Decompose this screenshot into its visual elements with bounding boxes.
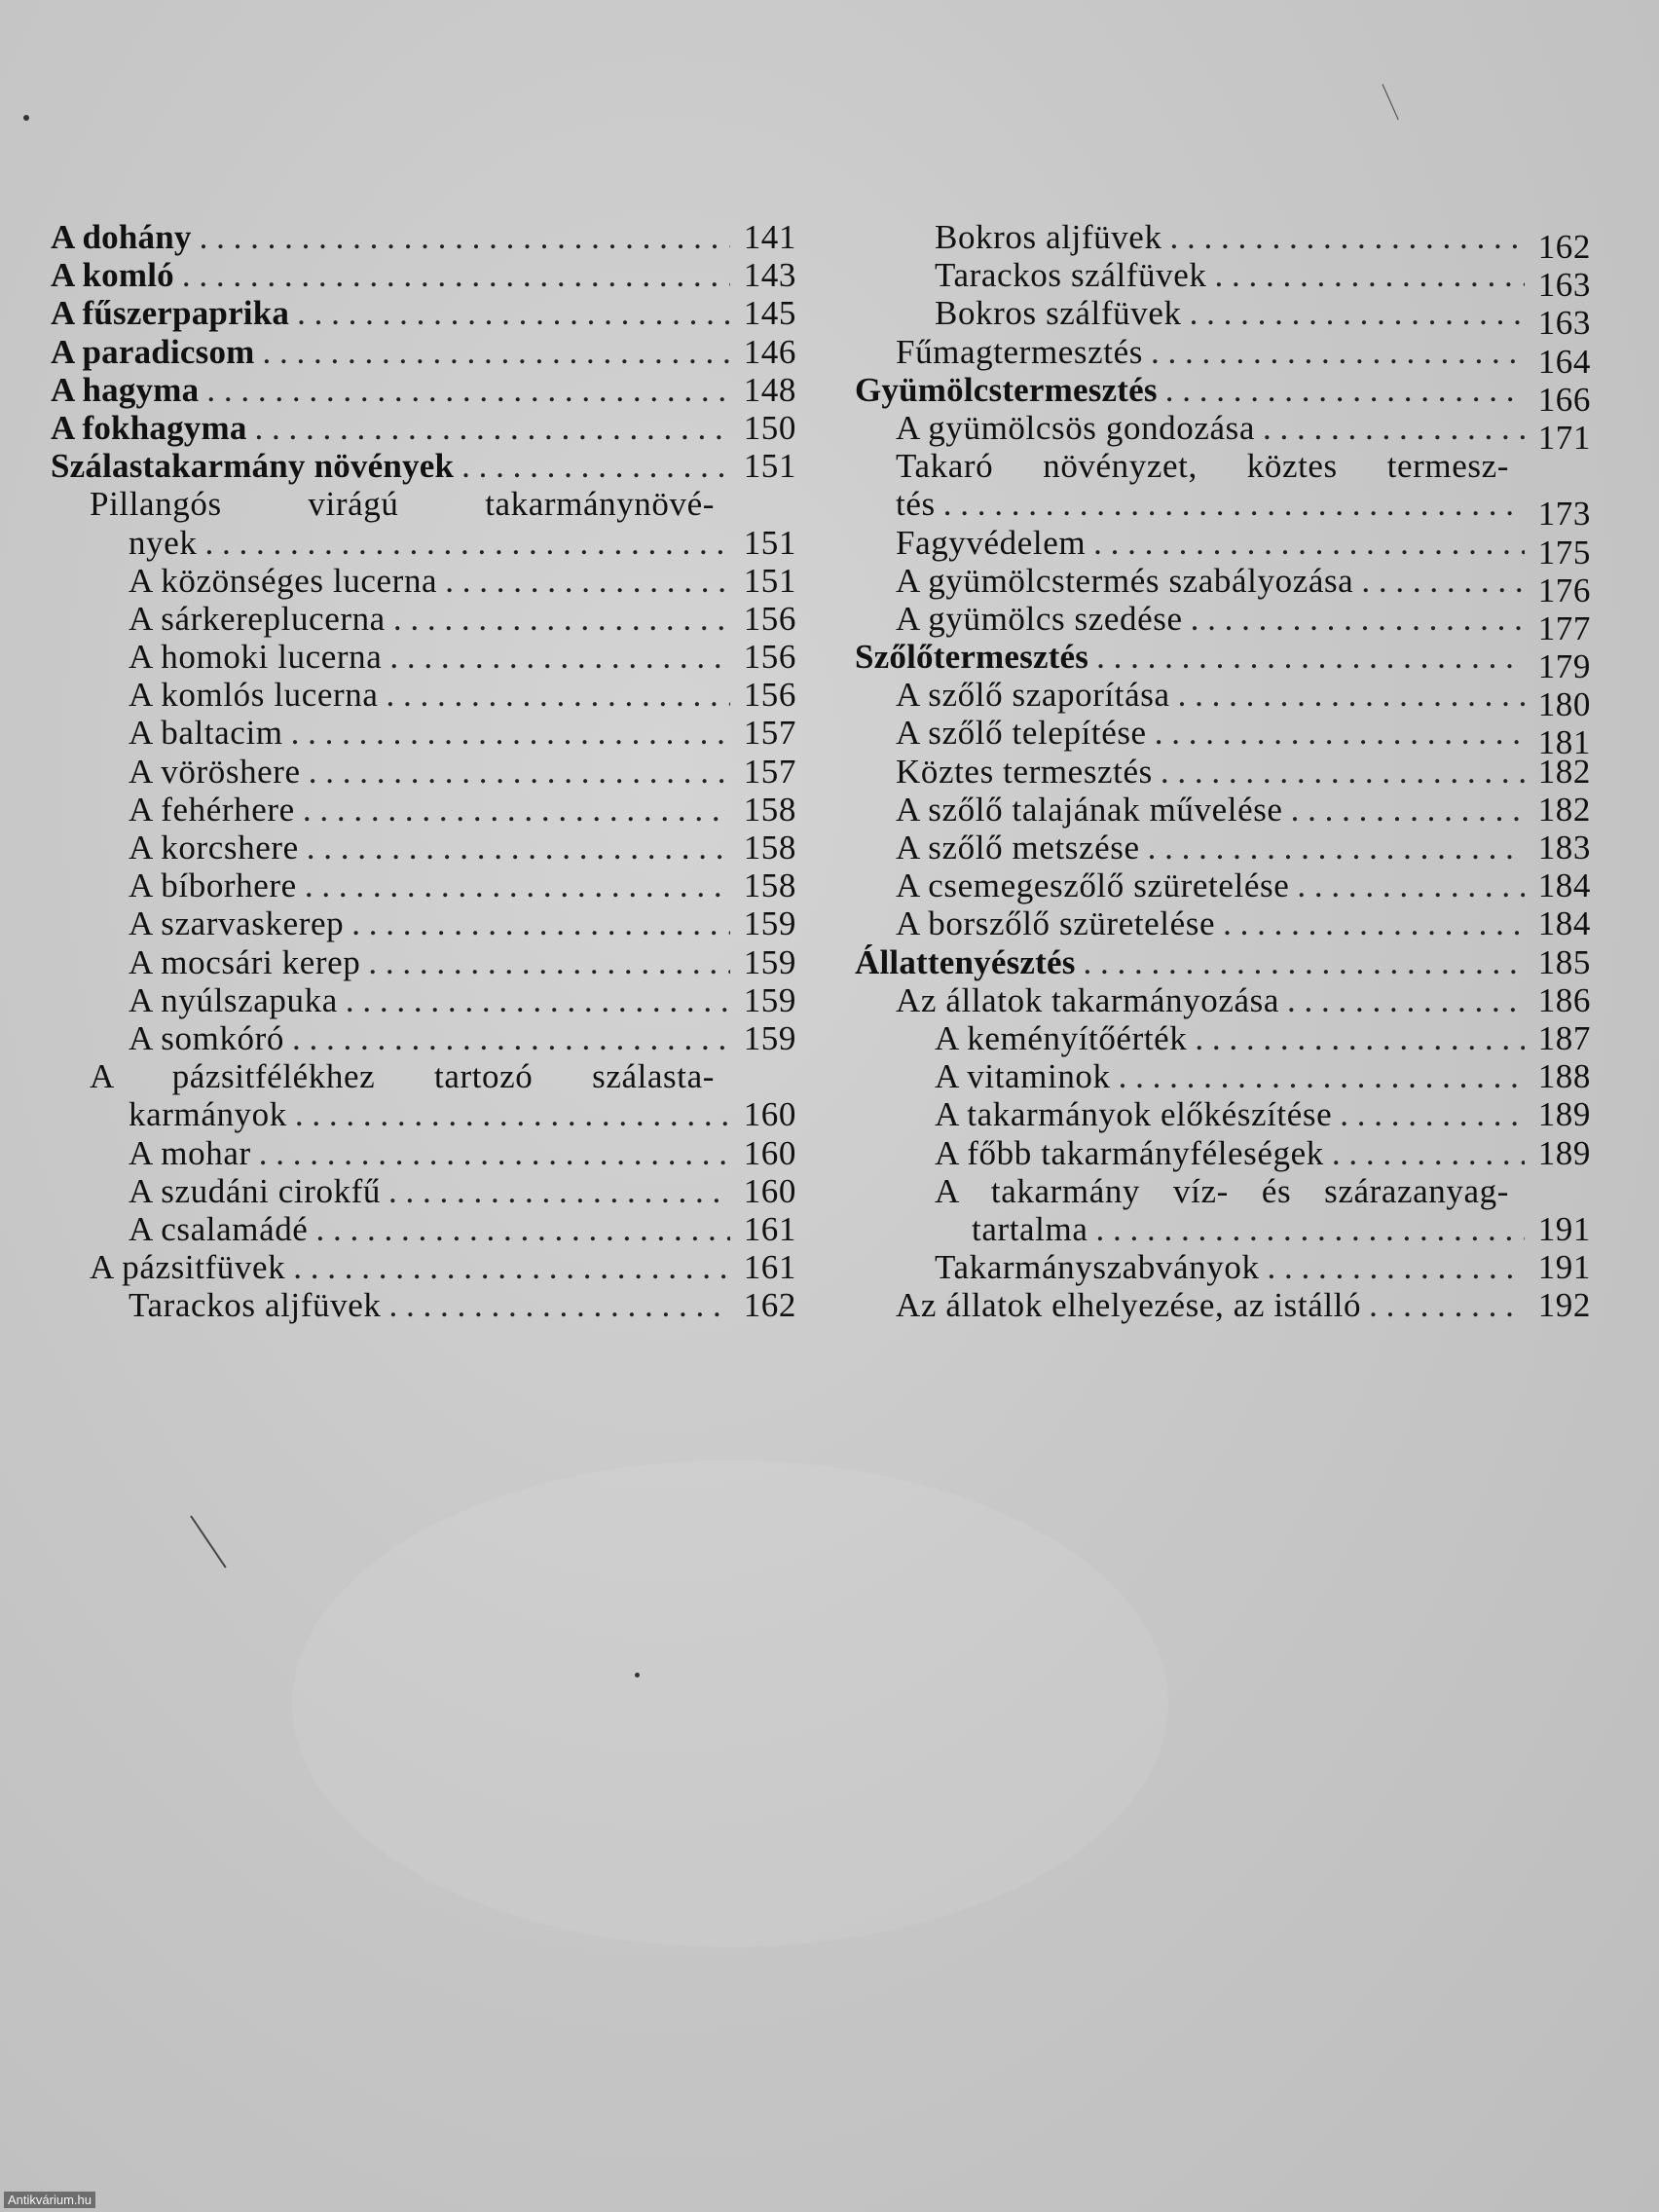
toc-entry-title: A mohar [129,1133,251,1172]
dot-leader [388,1286,730,1324]
dot-leader [1214,256,1525,294]
toc-entry-title: A hagyma [51,370,200,409]
toc-page-number: 182 [1537,752,1591,791]
toc-entry [51,714,796,752]
toc-page-number: 176 [1537,571,1591,609]
toc-page-number: 192 [1537,1286,1591,1325]
toc-page-number: 191 [1537,1209,1591,1248]
toc-entry [855,523,1591,571]
toc-entry [855,904,1591,942]
dot-leader [307,829,730,866]
toc-entry [855,561,1591,609]
toc-entry-title: A szarvaskerep [129,904,345,943]
toc-page-number: 158 [743,866,796,905]
toc-entry [51,866,796,904]
toc-entry [51,600,796,638]
toc-entry-title: A baltacim [129,714,283,753]
toc-entry-title: A korcshere [129,829,299,866]
toc-entry-title: A dohány [51,218,192,256]
toc-page-number: 161 [743,1248,796,1287]
dot-leader [1369,1286,1525,1324]
toc-page-number: 145 [743,294,796,333]
dot-leader [351,904,730,942]
toc-entry [51,791,796,829]
toc-entry-title: A gyümölcsös gondozása [896,408,1255,447]
toc-entry [51,904,796,942]
toc-page-number: 183 [1537,829,1591,866]
toc-entry-title: A keményítőérték [935,1018,1188,1057]
toc-left-column [51,218,796,1324]
toc-page-number: 185 [1537,942,1591,981]
toc-entry-title: A pázsitfüvek [90,1248,286,1287]
toc-entry [855,676,1591,724]
toc-page-number: 156 [743,599,796,638]
dot-leader [309,753,730,791]
dot-leader [1155,714,1525,752]
toc-entry [855,599,1591,647]
toc-page-number: 191 [1537,1248,1591,1287]
toc-entry [51,524,796,562]
toc-entry [855,1019,1591,1057]
toc-entry [855,1248,1591,1286]
dot-leader [1148,829,1525,866]
dot-leader [943,485,1525,523]
toc-page-number: 159 [743,904,796,943]
toc-entry-title: Köztes termesztés [896,752,1153,791]
dot-leader [305,866,730,904]
toc-page-number: 184 [1537,904,1591,943]
dot-leader [297,294,730,332]
toc-entry [51,333,796,371]
toc-entry [51,562,796,600]
toc-page-number: 162 [743,1286,796,1325]
toc-entry [855,408,1591,457]
toc-entry [855,1210,1591,1248]
dot-leader [1223,904,1525,942]
dot-leader [1287,981,1525,1019]
toc-entry [855,1134,1591,1172]
toc-entry [51,943,796,981]
dot-leader [389,638,730,676]
toc-entry-title: A vöröshere [129,752,301,791]
toc-entry [855,218,1591,266]
toc-page-number: 189 [1537,1133,1591,1172]
toc-entry-title: Tarackos aljfüvek [129,1286,382,1325]
toc-entry [855,1286,1591,1324]
dot-leader [387,676,731,714]
toc-page-number: 162 [1537,228,1591,266]
toc-entry [855,753,1591,791]
dot-leader [292,1019,730,1057]
dot-leader [346,981,730,1019]
toc-entry [855,714,1591,762]
toc-entry [855,943,1591,981]
dot-leader [1268,1248,1525,1286]
toc-entry-title: A borszőlő szüretelése [896,904,1216,943]
toc-entry-title: A fehérhere [129,790,295,829]
dot-leader [1297,866,1525,904]
toc-page-number: 173 [1537,495,1591,534]
toc-page-number: 151 [743,561,796,600]
toc-entry [855,447,1591,485]
dot-leader [368,943,730,981]
toc-entry [51,981,796,1019]
toc-entry-title: A fűszerpaprika [51,294,290,333]
dot-leader [1084,943,1525,981]
toc-entry-title: Szőlőtermesztés [855,638,1089,677]
toc-entry-title: Takaró növényzet, köztes termesz- [896,447,1509,486]
toc-entry [855,485,1591,534]
toc-page-number: 163 [1537,304,1591,343]
toc-entry [855,332,1591,381]
toc-entry-title: Bokros szálfüvek [935,294,1182,333]
toc-entry [855,1095,1591,1133]
toc-page-number: 159 [743,1018,796,1057]
toc-entry [51,256,796,294]
toc-entry-title: karmányok [129,1095,287,1134]
toc-page-number: 186 [1537,980,1591,1019]
toc-page-number: 160 [743,1095,796,1134]
toc-entry [51,1134,796,1172]
toc-page-number: 157 [743,752,796,791]
toc-page-number: 161 [743,1209,796,1248]
toc-page-number: 171 [1537,418,1591,457]
toc-page-number: 160 [743,1133,796,1172]
toc-entry [855,370,1591,419]
toc-page-number: 189 [1537,1095,1591,1134]
toc-page-number: 184 [1537,866,1591,905]
toc-page-number: 151 [743,523,796,562]
toc-entry-title: tartalma [972,1209,1088,1248]
dot-leader [1170,218,1525,256]
dust-speck [635,1673,640,1677]
toc-entry-title: A szőlő metszése [896,829,1140,866]
dot-leader [1190,294,1525,332]
watermark: Antikvárium.hu [4,2192,95,2208]
toc-entry-title: A komlós lucerna [129,676,379,715]
toc-entry-title: Az állatok elhelyezése, az istálló [896,1286,1362,1325]
toc-page-number: 175 [1537,533,1591,571]
dot-leader [1119,1057,1525,1095]
toc-page-number: 160 [743,1171,796,1210]
toc-entry [51,829,796,866]
toc-page-number: 188 [1537,1057,1591,1096]
paper-scratch [1382,84,1399,120]
dot-leader [1095,1210,1525,1248]
dot-leader [182,256,730,294]
toc-entry [51,409,796,447]
toc-entry-title: A takarmányok előkészítése [935,1095,1333,1134]
toc-entry [51,447,796,485]
dot-leader [1165,371,1525,409]
toc-page-number: 181 [1537,723,1591,762]
toc-entry [855,294,1591,343]
toc-entry [855,256,1591,305]
toc-page-number: 164 [1537,342,1591,381]
dot-leader [1291,791,1525,829]
dot-leader [291,714,730,752]
toc-entry [51,218,796,256]
dot-leader [1151,333,1525,371]
toc-page-number: 156 [743,638,796,677]
toc-page-number: 159 [743,942,796,981]
dot-leader [1332,1134,1525,1172]
dot-leader [1195,1019,1525,1057]
toc-entry-title: A mocsári kerep [129,942,361,981]
dot-leader [461,447,730,485]
toc-entry-title: A közönséges lucerna [129,561,438,600]
toc-entry-title: A somkóró [129,1018,284,1057]
dot-leader [1096,638,1525,676]
dot-leader [1340,1095,1525,1133]
toc-page-number: 146 [743,332,796,371]
toc-page-number: 187 [1537,1018,1591,1057]
dust-speck [23,115,29,121]
toc-entry [51,753,796,791]
toc-entry-title: Szálastakarmány növények [51,447,455,486]
toc-entry [51,1057,796,1095]
toc-page-number: 180 [1537,685,1591,724]
toc-page-number: 166 [1537,380,1591,419]
toc-entry [855,791,1591,829]
toc-page-number: 141 [743,218,796,256]
toc-entry [855,638,1591,686]
toc-page-number: 157 [743,714,796,753]
toc-page-number: 143 [743,256,796,295]
toc-entry [51,294,796,332]
toc-page-number: 179 [1537,647,1591,686]
toc-entry-title: Tarackos szálfüvek [935,256,1207,295]
toc-entry-title: Az állatok takarmányozása [896,980,1279,1019]
dot-leader [259,1134,730,1172]
toc-entry-title: A szőlő telepítése [896,714,1147,753]
toc-entry-title: tés [896,485,936,524]
dot-leader [1191,600,1525,638]
toc-page-number: 163 [1537,266,1591,305]
dot-leader [200,218,730,256]
dot-leader [315,1210,730,1248]
toc-entry [51,485,796,523]
dot-leader [263,333,731,371]
toc-entry-title: A fokhagyma [51,408,247,447]
dot-leader [255,409,730,447]
toc-page-number: 159 [743,980,796,1019]
toc-entry-title: Fűmagtermesztés [896,332,1143,371]
toc-page-number: 151 [743,447,796,486]
toc-entry-title: nyek [129,523,198,562]
toc-entry-title: Fagyvédelem [896,523,1087,562]
dot-leader [1263,409,1525,447]
toc-page-number: 177 [1537,608,1591,647]
toc-entry-title: A sárkereplucerna [129,599,386,638]
toc-entry-title: A homoki lucerna [129,638,383,677]
toc-page-number: 156 [743,676,796,715]
dot-leader [1093,524,1525,562]
toc-entry [51,1248,796,1286]
toc-entry [51,371,796,409]
toc-entry [51,638,796,676]
toc-page-number: 158 [743,829,796,866]
toc-entry-title: A gyümölcstermés szabályozása [896,561,1354,600]
toc-entry-title: A csalamádé [129,1209,309,1248]
toc-page-number: 150 [743,408,796,447]
toc-entry [855,829,1591,866]
toc-entry-title: A főbb takarmányféleségek [935,1133,1324,1172]
toc-entry-title: A paradicsom [51,332,255,371]
paper-stain [292,1460,1168,1947]
toc-entry [51,1172,796,1210]
toc-entry-title: A nyúlszapuka [129,980,338,1019]
toc-entry [51,1019,796,1057]
dot-leader [393,600,730,638]
toc-entry-title: Pillangós virágú takarmánynövé- [90,485,715,524]
dot-leader [1178,676,1525,714]
toc-entry-title: Állattenyésztés [855,942,1076,981]
dot-leader [1161,753,1525,791]
paper-scratch [190,1515,226,1567]
toc-page-number: 148 [743,370,796,409]
toc-entry-title: A komló [51,256,174,295]
toc-entry-title: A takarmány víz- és szárazanyag- [935,1171,1509,1210]
toc-page-number: 158 [743,790,796,829]
toc-entry [51,676,796,714]
toc-entry [855,981,1591,1019]
toc-entry-title: A szudáni cirokfű [129,1171,382,1210]
dot-leader [445,562,730,600]
dot-leader [388,1172,730,1210]
toc-entry-title: Takarmányszabványok [935,1248,1260,1287]
dot-leader [1361,562,1525,600]
dot-leader [206,371,730,409]
dot-leader [303,791,730,829]
dot-leader [204,524,730,562]
toc-entry-title: A bíborhere [129,866,297,905]
toc-entry [855,866,1591,904]
toc-entry-title: A szőlő szaporítása [896,676,1170,715]
toc-entry-title: A vitaminok [935,1057,1111,1096]
toc-entry [51,1286,796,1324]
toc-entry-title: A pázsitfélékhez tartozó szálasta- [90,1057,715,1096]
toc-right-column [855,218,1591,1324]
toc-page-number: 182 [1537,790,1591,829]
toc-entry-title: A gyümölcs szedése [896,599,1183,638]
toc-entry-title: A csemegeszőlő szüretelése [896,866,1290,905]
toc-entry [51,1210,796,1248]
dot-leader [293,1248,730,1286]
dot-leader [295,1095,730,1133]
toc-entry [855,1172,1591,1210]
toc-entry [855,1057,1591,1095]
toc-entry-title: Bokros aljfüvek [935,218,1162,256]
toc-entry [51,1095,796,1133]
toc-entry-title: Gyümölcstermesztés [855,370,1158,409]
toc-entry-title: A szőlő talajának művelése [896,790,1283,829]
